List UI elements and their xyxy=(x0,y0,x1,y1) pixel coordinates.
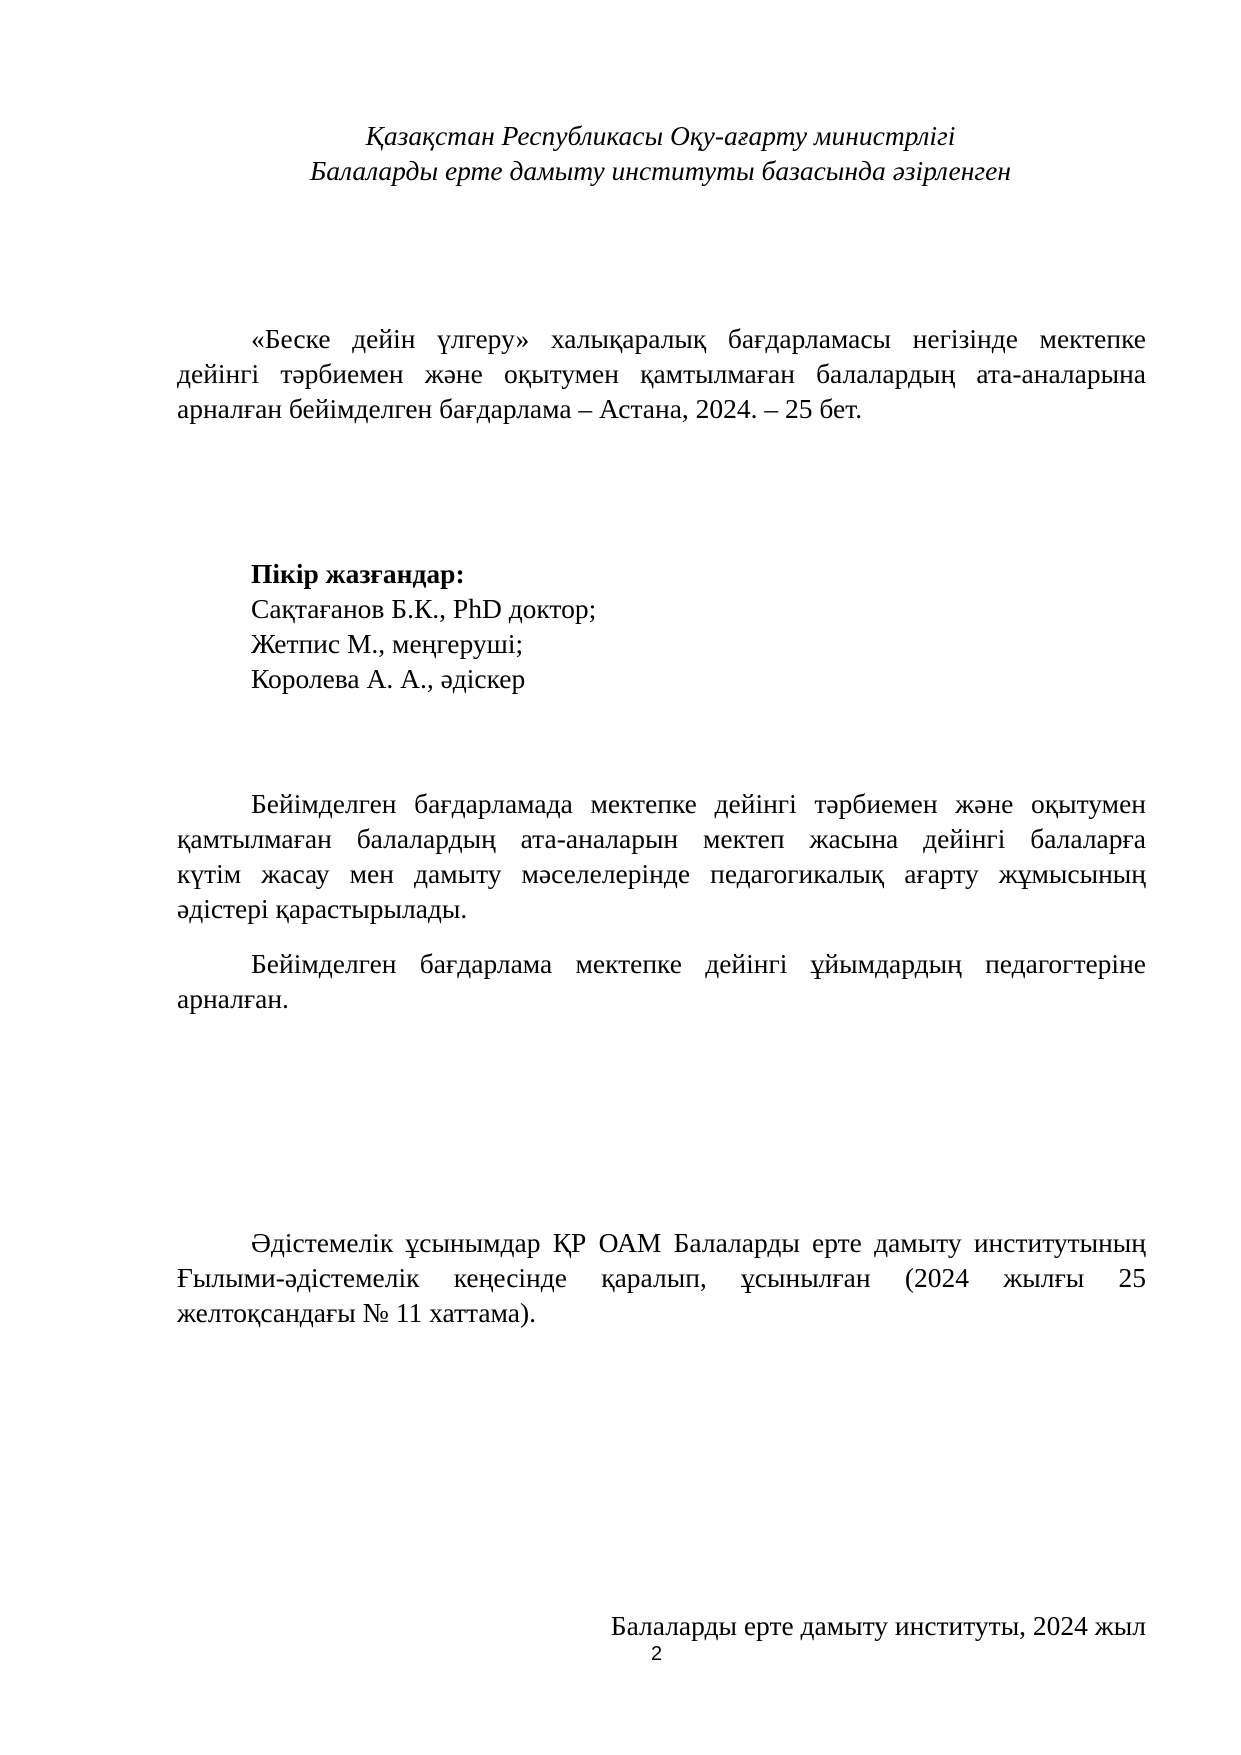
reviewer-item: Сақтағанов Б.К., PhD доктор; xyxy=(251,593,597,624)
annotation-line: әдістері қарастырылады. xyxy=(177,893,468,924)
reviewers-title: Пікір жазғандар: xyxy=(251,558,465,589)
annotation-line: Бейімделген бағдарламада мектепке дейінгі тәрбиемен және оқытумен xyxy=(251,788,1146,819)
approval-paragraph xyxy=(177,1225,1146,1330)
annotation-line: қамтылмаған балалардың ата-аналарын мектеп жасына дейінгі балаларға xyxy=(177,823,1146,854)
page-number: 2 xyxy=(651,1643,663,1665)
citation-line: дейінгі тәрбиемен және оқытумен қамтылмаған балалардың ата-аналарына xyxy=(177,358,1146,389)
reviewers-block xyxy=(251,556,596,696)
audience-paragraph xyxy=(177,946,1146,1016)
institute-line: Балаларды ерте дамыту институты базасында әзірленген xyxy=(310,155,1011,186)
ministry-line: Қазақстан Республикасы Оқу-ағарту министрлігі xyxy=(365,120,956,151)
reviewer-item: Королева А. А., әдіскер xyxy=(251,663,526,694)
annotation-line: күтім жасау мен дамыту мәселелерінде педагогикалық ағарту жұмысының xyxy=(177,858,1146,889)
citation-paragraph xyxy=(177,321,1146,426)
annotation-paragraph xyxy=(177,786,1146,926)
publisher-header xyxy=(175,118,1146,188)
citation-line: «Беске дейін үлгеру» халықаралық бағдарламасы негізінде мектепке xyxy=(251,323,1146,354)
audience-line: Бейімделген бағдарлама мектепке дейінгі ұйымдардың педагогтеріне xyxy=(251,948,1146,979)
approval-line: Ғылыми-әдістемелік кеңесінде қаралып, ұсынылған (2024 жылғы 25 xyxy=(177,1262,1146,1293)
citation-line: арналған бейімделген бағдарлама – Астана, 2024. – 25 бет. xyxy=(177,393,863,424)
approval-line: Әдістемелік ұсынымдар ҚР ОАМ Балаларды ерте дамыту институтының xyxy=(251,1227,1146,1258)
footer-imprint: Балаларды ерте дамыту институты, 2024 жыл xyxy=(610,1610,1146,1641)
audience-line: арналған. xyxy=(177,983,289,1014)
approval-line: желтоқсандағы № 11 хаттама). xyxy=(177,1297,537,1328)
reviewer-item: Жетпис М., меңгеруші; xyxy=(251,628,524,659)
